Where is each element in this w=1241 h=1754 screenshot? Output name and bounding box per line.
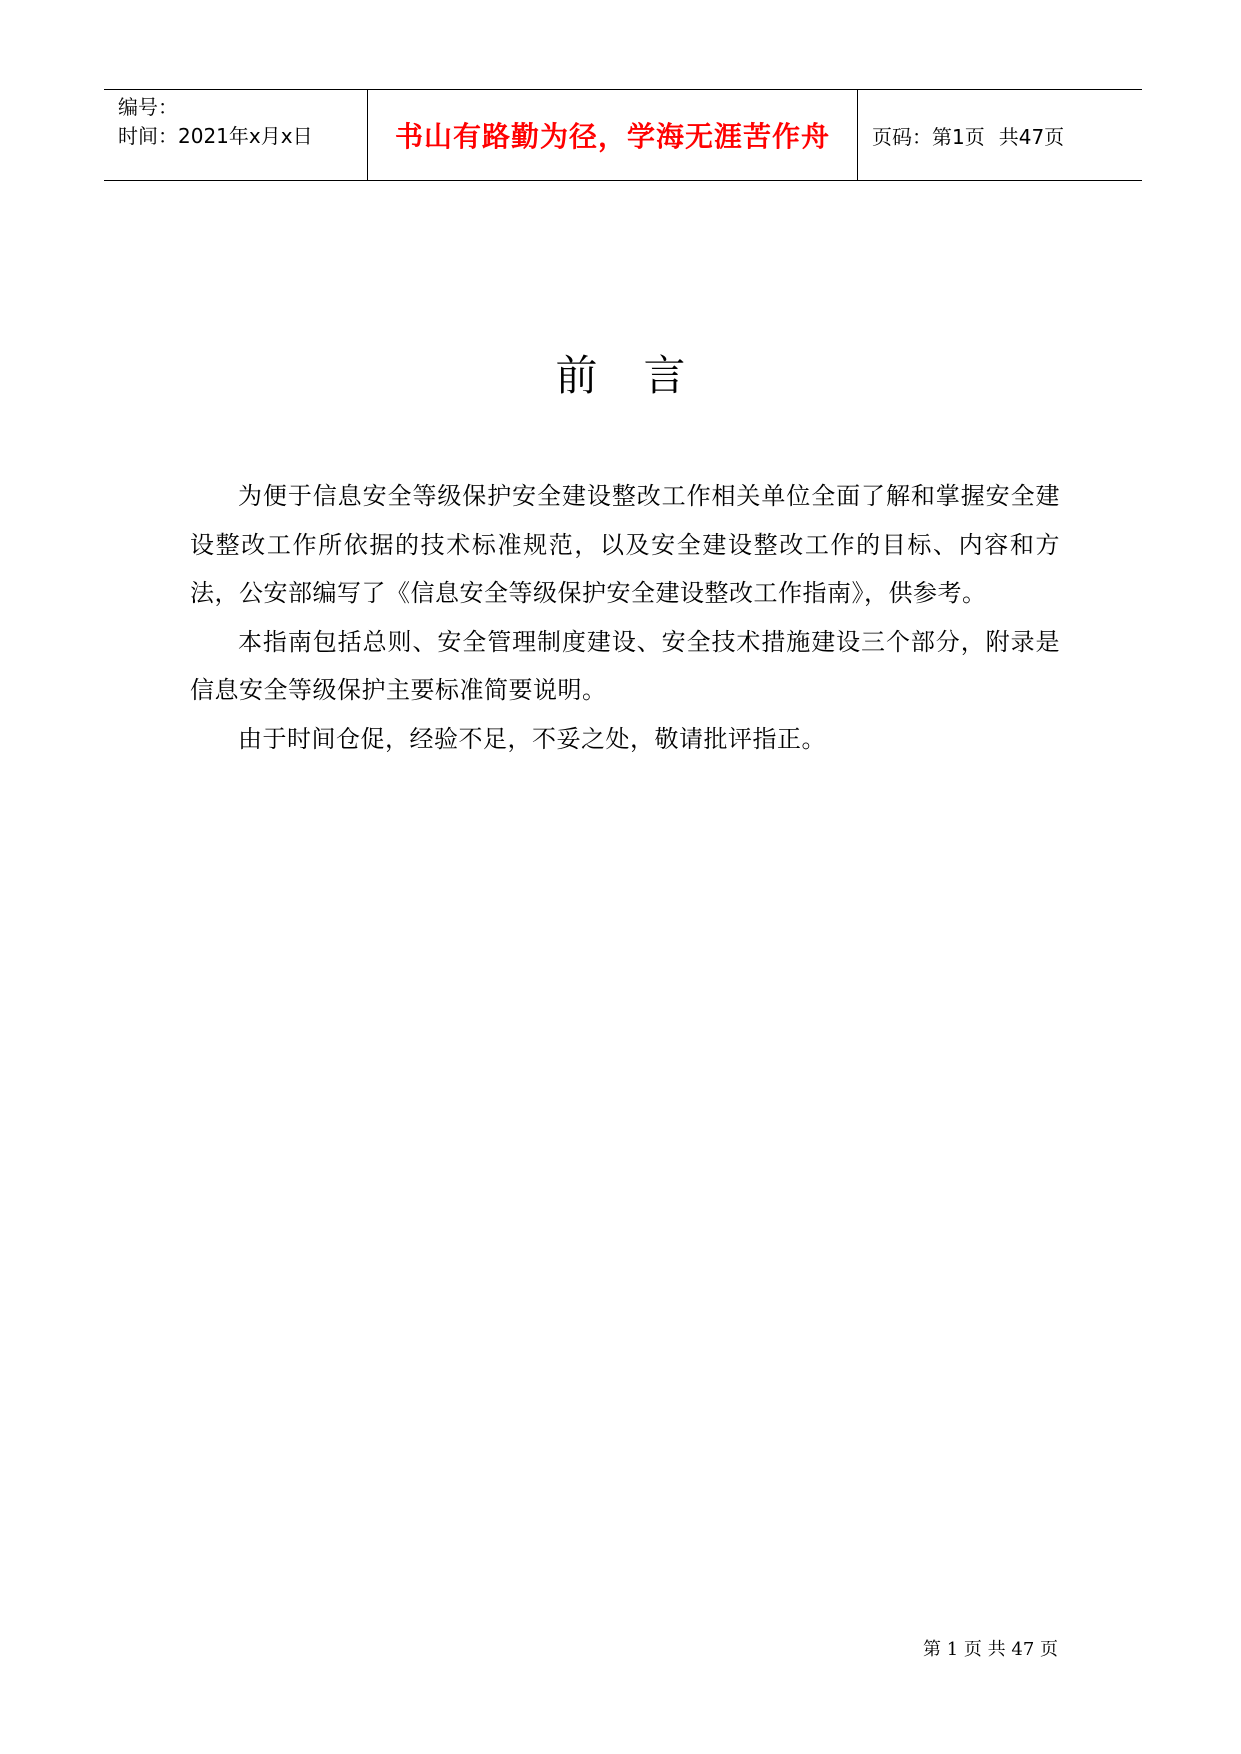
page-title: 前言 [555,351,732,400]
page-header [104,89,1142,181]
paragraph: 为便于信息安全等级保护安全建设整改工作相关单位全面了解和掌握安全建设整改工作所依据的技术标准规范，以及安全建设整改工作的目标、内容和方法，公安部编写了《信息安全等级保护安全建设整改工作指南》，供参考。 [190,482,1060,607]
header-motto: 书山有路勤为径，学海无涯苦作舟 [368,90,858,180]
preface-body [190,472,1060,763]
document-number-label: 编号： [118,95,178,119]
paragraph: 本指南包括总则、安全管理制度建设、安全技术措施建设三个部分，附录是信息安全等级保护主要标准简要说明。 [190,627,1060,704]
page-footer: 第 1 页 共 47 页 [923,1639,1058,1660]
header-page-total: 共47页 [998,124,1065,149]
document-time-label: 时间：2021年x月x日 [118,124,313,148]
header-page-info [858,90,1142,180]
header-meta [104,90,368,180]
header-page-number: 页码：第1页 [872,124,985,149]
paragraph: 由于时间仓促，经验不足，不妥之处，敬请批评指正。 [238,724,826,753]
